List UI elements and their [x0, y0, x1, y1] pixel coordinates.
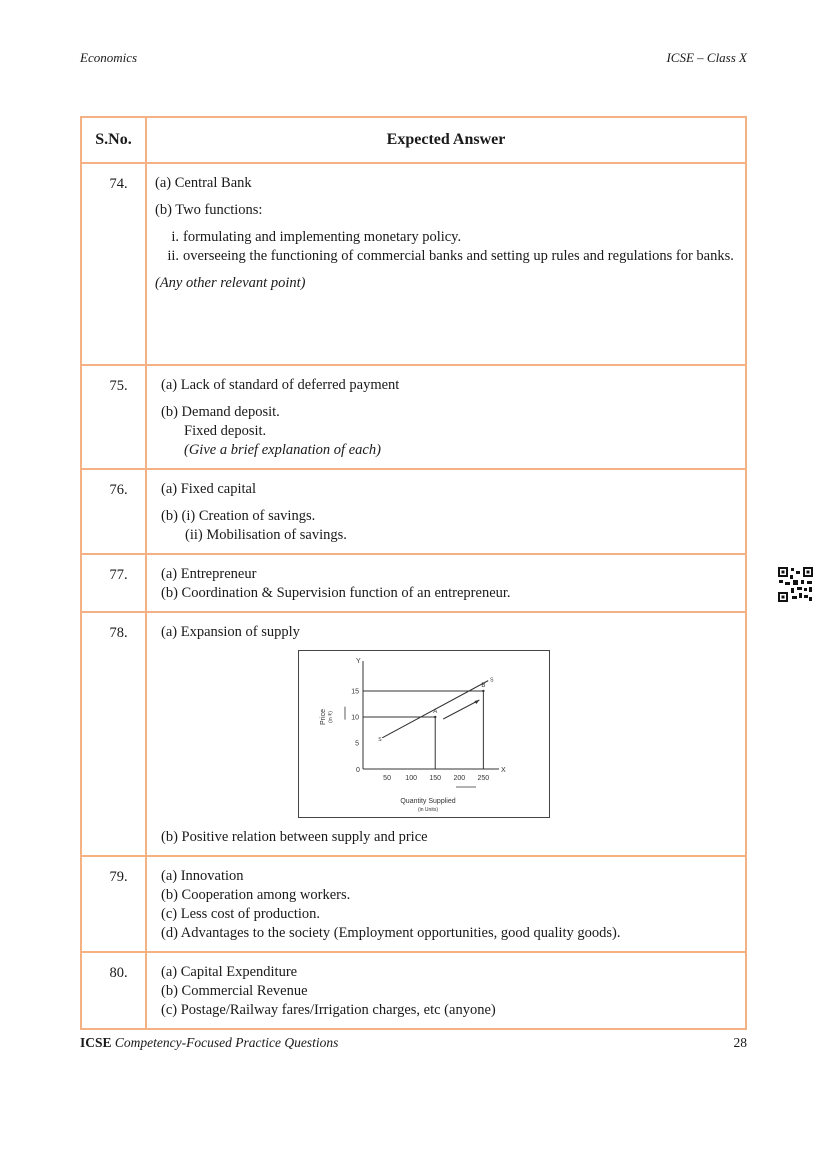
x-axis-letter: X	[501, 767, 506, 774]
answer-line: (a) Expansion of supply	[161, 624, 300, 640]
table-row	[81, 365, 746, 469]
x-tick-label: 100	[405, 775, 417, 782]
answer-line: (a) Fixed capital	[161, 481, 257, 497]
col-answer-header: Expected Answer	[146, 117, 746, 163]
page-footer	[80, 1035, 747, 1051]
x-tick-label: 150	[429, 775, 442, 782]
row-number: 79.	[109, 869, 128, 885]
answer-line: (d) Advantages to the society (Employment opportunities, good quality goods).	[161, 925, 621, 941]
answer-subitem	[155, 247, 737, 266]
answer-line: (b) Demand deposit.	[161, 404, 280, 420]
row-number: 77.	[109, 567, 128, 583]
answer-line: (b) Two functions:	[155, 202, 263, 218]
point-label: B	[481, 683, 486, 689]
answer-line: formulating and implementing monetary policy.	[183, 229, 462, 245]
table-row	[81, 554, 746, 612]
answer-line: (a) Central Bank	[155, 175, 252, 191]
answer-subitem	[155, 228, 737, 247]
y-axis-unit: (in ₹)	[328, 711, 334, 723]
y-tick-label: 5	[355, 740, 359, 748]
answer-note: (Give a brief explanation of each)	[184, 442, 381, 458]
col-sno-header: S.No.	[81, 117, 146, 163]
x-tick-label: 50	[383, 775, 391, 782]
y-axis-label: Price	[320, 709, 327, 725]
roman-marker: ii.	[167, 248, 179, 264]
supply-chart-svg	[299, 651, 549, 817]
answer-line: (b) Coordination & Supervision function of an entrepreneur.	[161, 585, 511, 601]
answer-line: (a) Lack of standard of deferred payment	[161, 377, 400, 393]
row-number: 75.	[109, 378, 128, 394]
footer-title: Competency-Focused Practice Questions	[114, 1035, 339, 1050]
table-row	[81, 469, 746, 554]
supply-curve-graph	[298, 650, 550, 818]
table-row	[81, 612, 746, 856]
data-point	[482, 690, 484, 692]
answer-table	[80, 116, 747, 1030]
roman-marker: i.	[171, 229, 179, 245]
answer-line: (b) (i) Creation of savings.	[161, 508, 316, 524]
header-class: ICSE – Class X	[666, 50, 747, 65]
header-subject: Economics	[80, 50, 138, 65]
answer-line: (a) Capital Expenditure	[161, 964, 298, 980]
row-number: 74.	[109, 176, 128, 192]
qr-code-icon	[777, 566, 814, 603]
y-tick-label: 15	[351, 688, 359, 696]
y-tick-label: 10	[351, 714, 359, 722]
table-row	[81, 952, 746, 1029]
y-axis-letter: Y	[356, 658, 361, 665]
answer-line: Fixed deposit.	[184, 423, 267, 439]
table-row	[81, 856, 746, 952]
answer-note: (Any other relevant point)	[155, 275, 306, 291]
answer-line: (ii) Mobilisation of savings.	[185, 527, 347, 543]
answer-line: (c) Less cost of production.	[161, 906, 321, 922]
movement-arrowhead	[474, 700, 479, 704]
answer-line: (b) Commercial Revenue	[161, 983, 308, 999]
x-axis-label: Quantity Supplied	[400, 798, 456, 805]
x-tick-label: 200	[453, 775, 466, 782]
answer-line: (b) Positive relation between supply and price	[161, 829, 428, 845]
footer-brand: ICSE	[80, 1035, 112, 1050]
supply-curve-label-end: S	[490, 677, 494, 684]
origin-label: 0	[356, 767, 360, 774]
answer-line: overseeing the functioning of commercial banks and setting up rules and regulations for banks.	[183, 248, 734, 264]
answer-line: (a) Innovation	[161, 868, 244, 884]
page-number: 28	[733, 1035, 747, 1050]
row-number: 78.	[109, 625, 128, 641]
movement-arrow	[443, 700, 479, 719]
answer-line: (a) Entrepreneur	[161, 566, 257, 582]
answer-line: (b) Cooperation among workers.	[161, 887, 351, 903]
answer-line: (c) Postage/Railway fares/Irrigation charges, etc (anyone)	[161, 1002, 496, 1018]
x-tick-label: 250	[477, 775, 490, 782]
table-header-row	[81, 117, 746, 163]
data-point	[434, 716, 436, 718]
point-label: A	[433, 709, 438, 715]
table-row	[81, 163, 746, 365]
supply-curve-label-start: S	[378, 736, 382, 743]
row-number: 80.	[109, 965, 128, 981]
x-axis-unit: (in Units)	[417, 807, 439, 813]
row-number: 76.	[109, 482, 128, 498]
